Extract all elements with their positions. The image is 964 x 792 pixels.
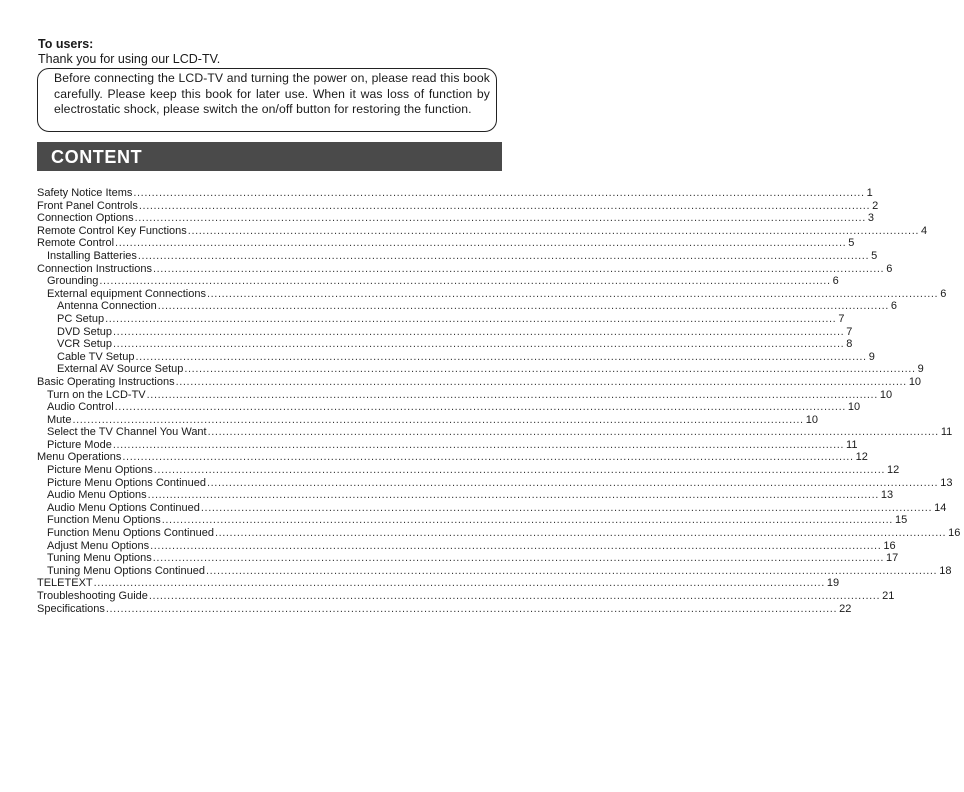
toc-entry-page: 12 (855, 451, 868, 464)
toc-leader-dots: ........................................................................................................................................................................................................ (207, 426, 939, 439)
toc-entry-title: Tuning Menu Options (47, 552, 152, 565)
toc-entry (37, 275, 839, 288)
notice-text: Before connecting the LCD-TV and turning the power on, please read this book carefully. Please keep this book for later use. When it was loss of function by electrostatic shock, please switch the on/off button for restoring the function. (54, 71, 490, 117)
toc-entry-page: 4 (921, 224, 928, 237)
toc-entry-page: 10 (908, 375, 922, 388)
toc-entry-page: 9 (868, 350, 875, 363)
toc-entry (37, 249, 878, 263)
notice-box (37, 68, 497, 132)
toc-entry-title: External equipment Connections (47, 287, 206, 300)
toc-entry-page: 1 (866, 187, 873, 199)
toc-leader-dots: ........................................................................................................................................................................................................ (146, 388, 878, 401)
toc-entry (37, 212, 874, 225)
content-heading: CONTENT (51, 147, 143, 167)
thank-you-line: Thank you for using our LCD-TV. (38, 52, 221, 66)
toc-entry-page: 7 (838, 312, 845, 325)
toc-leader-dots: ........................................................................................................................................................................................................ (113, 338, 845, 351)
toc-entry (37, 514, 908, 527)
toc-entry (37, 325, 853, 339)
toc-entry (37, 527, 961, 540)
toc-entry-page: 17 (886, 552, 899, 565)
toc-entry-title: VCR Setup (57, 338, 113, 351)
toc-entry-title: Safety Notice Items (37, 187, 133, 199)
toc-leader-dots: ........................................................................................................................................................................................................ (161, 514, 893, 527)
toc-entry (37, 375, 922, 389)
toc-entry-page: 21 (882, 590, 895, 602)
toc-entry-title: Troubleshooting Guide (37, 590, 148, 602)
toc-leader-dots: ........................................................................................................................................................................................................ (105, 602, 838, 615)
toc-entry-title: Basic Operating Instructions (37, 375, 175, 388)
toc-entry (37, 237, 855, 250)
toc-entry-title: PC Setup (57, 312, 105, 325)
toc-leader-dots: ........................................................................................................................................................................................................ (114, 401, 846, 414)
content-banner (37, 142, 502, 171)
toc-entry-page: 10 (847, 401, 861, 414)
toc-entry-page: 13 (940, 476, 953, 489)
toc-leader-dots: ........................................................................................................................................................................................................ (147, 489, 879, 502)
toc-leader-dots: ........................................................................................................................................................................................................ (206, 287, 939, 300)
toc-entry-page: 6 (832, 275, 839, 288)
toc-entry-title: Installing Batteries (47, 249, 137, 262)
toc-entry-page: 19 (826, 577, 840, 590)
toc-entry (37, 590, 895, 603)
toc-entry-page: 11 (846, 438, 858, 451)
toc-entry-title: DVD Setup (57, 325, 113, 338)
toc-entry-page: 10 (879, 388, 893, 401)
toc-entry-title: External AV Source Setup (57, 363, 184, 376)
toc-entry (37, 262, 893, 276)
toc-entry-title: Menu Operations (37, 451, 122, 464)
toc-entry (37, 224, 928, 238)
toc-entry-title: Connection Instructions (37, 262, 152, 275)
toc-entry-page: 3 (867, 212, 874, 225)
toc-entry-page: 6 (886, 262, 893, 275)
toc-entry-title: Mute (47, 413, 72, 426)
toc-entry (37, 401, 861, 414)
toc-leader-dots: ........................................................................................................................................................................................................ (175, 375, 907, 388)
toc-leader-dots: ........................................................................................................................................................................................................ (148, 590, 881, 602)
toc-entry-page: 18 (939, 564, 952, 577)
toc-entry-title: Grounding (47, 275, 99, 288)
toc-leader-dots: ........................................................................................................................................................................................................ (134, 212, 866, 225)
toc-entry-title: Remote Control (37, 237, 115, 250)
toc-entry-page: 14 (934, 501, 947, 514)
toc-entry (37, 363, 924, 376)
toc-entry (37, 602, 852, 616)
toc-entry (37, 539, 896, 553)
toc-leader-dots: ........................................................................................................................................................................................................ (205, 564, 938, 577)
toc-entry-title: Tuning Menu Options Continued (47, 564, 205, 577)
toc-entry-title: Function Menu Options (47, 514, 161, 527)
toc-leader-dots: ........................................................................................................................................................................................................ (105, 312, 837, 325)
toc-entry-title: Antenna Connection (57, 300, 157, 313)
toc-leader-dots: ........................................................................................................................................................................................................ (99, 275, 831, 288)
toc-entry-page: 12 (887, 464, 900, 477)
toc-leader-dots: ........................................................................................................................................................................................................ (115, 237, 847, 250)
toc-leader-dots: ........................................................................................................................................................................................................ (135, 350, 867, 363)
to-users-heading: To users: (38, 37, 94, 51)
toc-entry (37, 199, 879, 213)
toc-entry (37, 350, 875, 364)
toc-entry (37, 426, 953, 439)
toc-entry-title: Function Menu Options Continued (47, 527, 214, 540)
toc-entry (37, 312, 845, 326)
toc-leader-dots: ........................................................................................................................................................................................................ (214, 527, 947, 540)
toc-entry (37, 451, 868, 464)
toc-entry-title: Cable TV Setup (57, 350, 135, 363)
toc-entry-title: Connection Options (37, 212, 134, 225)
toc-entry-title: Specifications (37, 602, 105, 615)
toc-leader-dots: ........................................................................................................................................................................................................ (138, 199, 871, 212)
toc-entry (37, 187, 873, 200)
toc-entry-title: Picture Menu Options Continued (47, 476, 206, 489)
toc-entry-page: 22 (839, 602, 852, 615)
toc-entry-page: 15 (894, 514, 908, 527)
toc-entry (37, 464, 900, 477)
toc-entry (37, 413, 818, 427)
toc-leader-dots: ........................................................................................................................................................................................................ (122, 451, 854, 464)
toc-entry-title: Picture Mode (47, 438, 112, 451)
toc-entry-title: Picture Menu Options (47, 464, 153, 477)
toc-leader-dots: ........................................................................................................................................................................................................ (187, 224, 920, 237)
toc-leader-dots: ........................................................................................................................................................................................................ (206, 476, 939, 489)
toc-entry (37, 489, 894, 502)
toc-entry-title: TELETEXT (37, 577, 93, 590)
toc-leader-dots: ........................................................................................................................................................................................................ (200, 501, 933, 514)
toc-entry-page: 7 (846, 325, 853, 338)
toc-entry-page: 9 (917, 363, 924, 376)
toc-entry (37, 438, 858, 452)
toc-entry (37, 501, 947, 515)
toc-entry-page: 2 (872, 199, 879, 212)
toc-leader-dots: ........................................................................................................................................................................................................ (152, 262, 885, 275)
toc-entry (37, 287, 947, 301)
toc-entry-title: Audio Menu Options Continued (47, 501, 200, 514)
toc-leader-dots: ........................................................................................................................................................................................................ (133, 187, 865, 199)
toc-entry (37, 388, 893, 402)
table-of-contents (37, 187, 961, 615)
toc-entry-page: 6 (940, 287, 947, 300)
toc-entry (37, 476, 953, 490)
toc-entry-page: 13 (880, 489, 894, 502)
toc-leader-dots: ........................................................................................................................................................................................................ (137, 249, 870, 262)
toc-entry-title: Audio Menu Options (47, 489, 147, 502)
toc-entry-title: Remote Control Key Functions (37, 224, 187, 237)
toc-entry-page: 16 (948, 527, 961, 540)
toc-leader-dots: ........................................................................................................................................................................................................ (150, 539, 882, 552)
toc-leader-dots: ........................................................................................................................................................................................................ (113, 325, 845, 338)
toc-leader-dots: ........................................................................................................................................................................................................ (157, 300, 889, 313)
toc-entry-title: Adjust Menu Options (47, 539, 150, 552)
toc-entry (37, 564, 952, 578)
toc-leader-dots: ........................................................................................................................................................................................................ (153, 464, 886, 477)
toc-entry (37, 300, 898, 313)
toc-entry-page: 11 (940, 426, 953, 439)
toc-entry (37, 552, 899, 565)
toc-leader-dots: ........................................................................................................................................................................................................ (184, 363, 916, 376)
toc-entry-page: 8 (846, 338, 853, 351)
toc-entry-page: 5 (871, 249, 878, 262)
toc-entry-title: Front Panel Controls (37, 199, 138, 212)
toc-entry-page: 16 (883, 539, 896, 552)
toc-entry-page: 5 (848, 237, 855, 250)
toc-leader-dots: ........................................................................................................................................................................................................ (112, 438, 845, 451)
toc-entry (37, 338, 853, 351)
toc-entry-title: Audio Control (47, 401, 114, 414)
toc-entry-title: Turn on the LCD-TV (47, 388, 146, 401)
toc-leader-dots: ........................................................................................................................................................................................................ (93, 577, 825, 590)
toc-leader-dots: ........................................................................................................................................................................................................ (152, 552, 884, 565)
toc-entry (37, 577, 840, 590)
toc-entry-title: Select the TV Channel You Want (47, 426, 207, 439)
toc-entry-page: 10 (805, 413, 818, 426)
toc-leader-dots: ........................................................................................................................................................................................................ (72, 413, 804, 426)
toc-entry-page: 6 (890, 300, 898, 313)
